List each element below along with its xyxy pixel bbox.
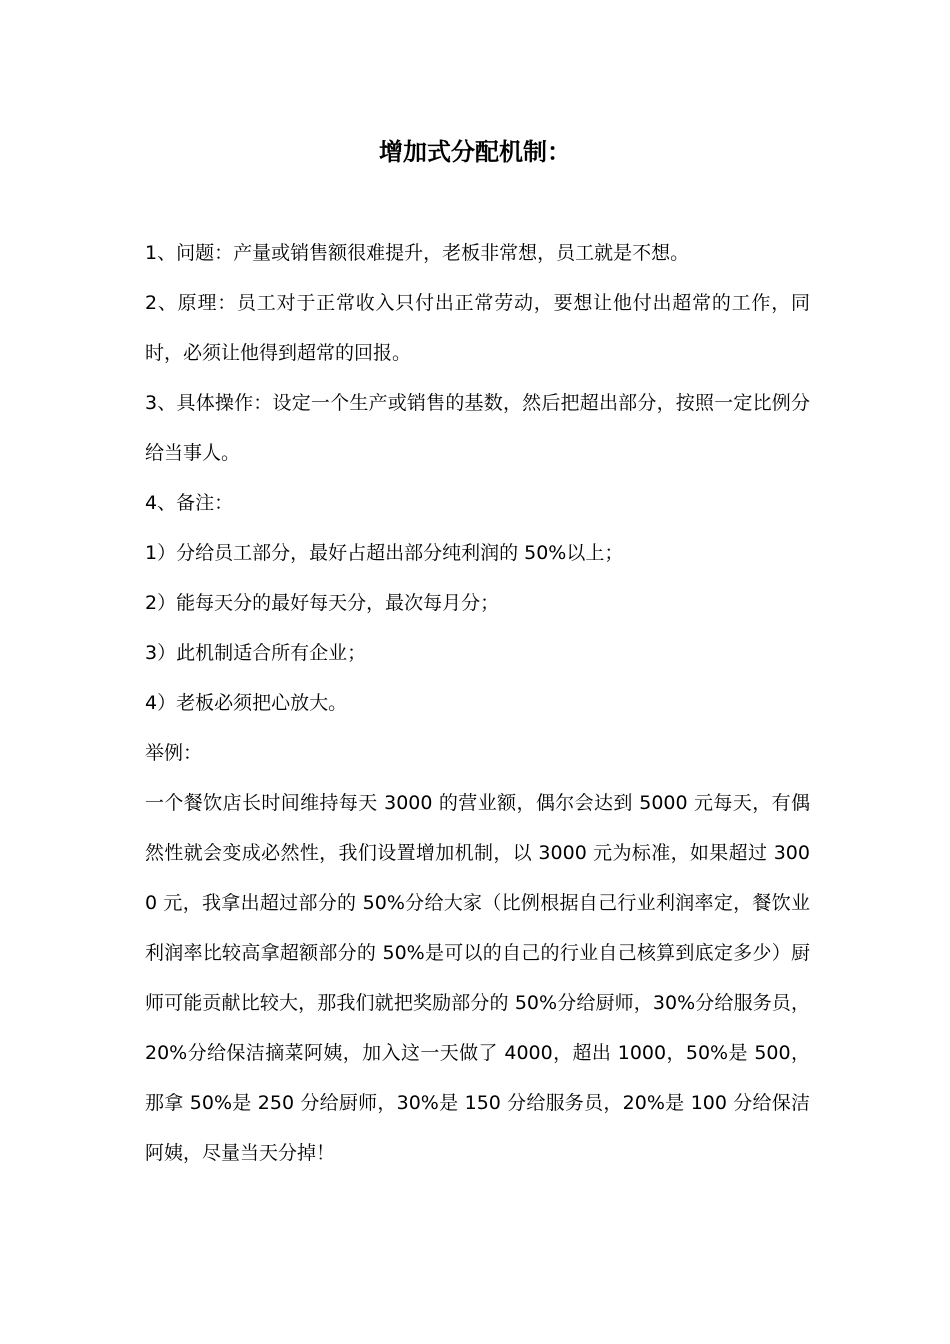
document-title: 增加式分配机制： — [379, 138, 571, 166]
paragraph-principle: 2、原理：员工对于正常收入只付出正常劳动，要想让他付出超常的工作，同时，必须让他得到超常的回报。 — [145, 292, 810, 364]
note-item-2: 2）能每天分的最好每天分，最次每月分； — [145, 592, 500, 614]
note-item-3: 3）此机制适合所有企业； — [145, 642, 367, 664]
example-heading: 举例： — [145, 742, 203, 764]
example-paragraph: 一个餐饮店长时间维持每天 3000 的营业额，偶尔会达到 5000 元每天，有偶然性就会变成必然性，我们设置增加机制，以 3000 元为标准，如果超过 3000 元，我拿出超过部分的 50%分给大家（比例根据自己行业利润率定，餐饮业利润率比较高拿超额部分的 50%是可以的自己的行业自己核算到底定多少）厨师可能贡献比较大，那我们就把奖励部分的 50%分给厨师，30%分给服务员，20%分给保洁摘菜阿姨，加入这一天做了 4000，超出 1000，50%是 500，那拿 50%是 250 分给厨师，30%是 150 分给服务员，20%是 100 分给保洁阿姨，尽量当天分掉！ — [145, 792, 810, 1164]
document-body — [145, 228, 810, 1178]
paragraph-problem: 1、问题：产量或销售额很难提升，老板非常想，员工就是不想。 — [145, 242, 690, 264]
paragraph-operation: 3、具体操作：设定一个生产或销售的基数，然后把超出部分，按照一定比例分给当事人。 — [145, 392, 810, 464]
note-item-4: 4）老板必须把心放大。 — [145, 692, 348, 714]
paragraph-notes-heading: 4、备注： — [145, 492, 234, 514]
note-item-1: 1）分给员工部分，最好占超出部分纯利润的 50%以上； — [145, 542, 624, 564]
